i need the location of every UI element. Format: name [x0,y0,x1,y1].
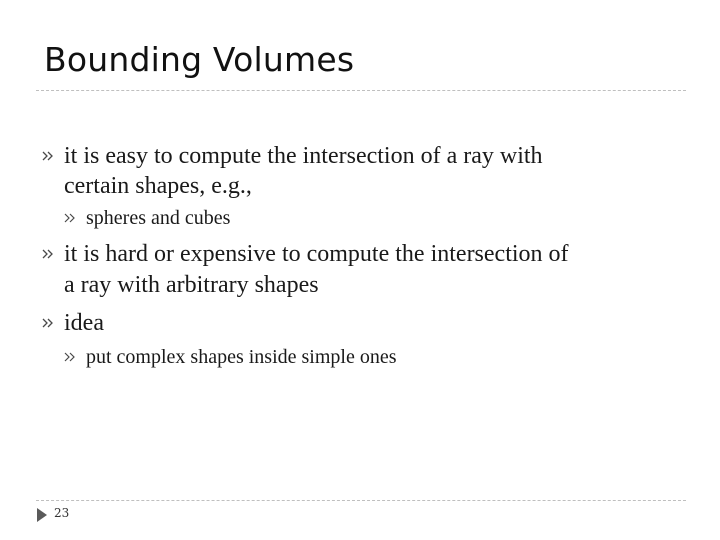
bullet-text-line: it is hard or expensive to compute the intersection of [64,241,569,267]
sub-bullet-text: spheres and cubes [86,207,231,229]
double-chevron-bullet-icon [64,213,76,223]
double-chevron-bullet-icon [64,352,76,362]
bullet-text-line: it is easy to compute the intersection of a ray with [64,143,543,169]
bullet-text-line: certain shapes, e.g., [64,173,252,199]
sub-bullet-text: put complex shapes inside simple ones [86,346,397,368]
page-number: 23 [54,506,70,520]
double-chevron-bullet-icon [42,249,54,259]
double-chevron-bullet-icon [42,318,54,328]
bullet-text-line: idea [64,310,104,336]
triangle-arrow-icon [36,507,48,528]
double-chevron-bullet-icon [42,151,54,161]
bullet-text-line: a ray with arbitrary shapes [64,272,319,298]
footer-divider [36,500,686,501]
slide-title: Bounding Volumes [44,40,355,79]
